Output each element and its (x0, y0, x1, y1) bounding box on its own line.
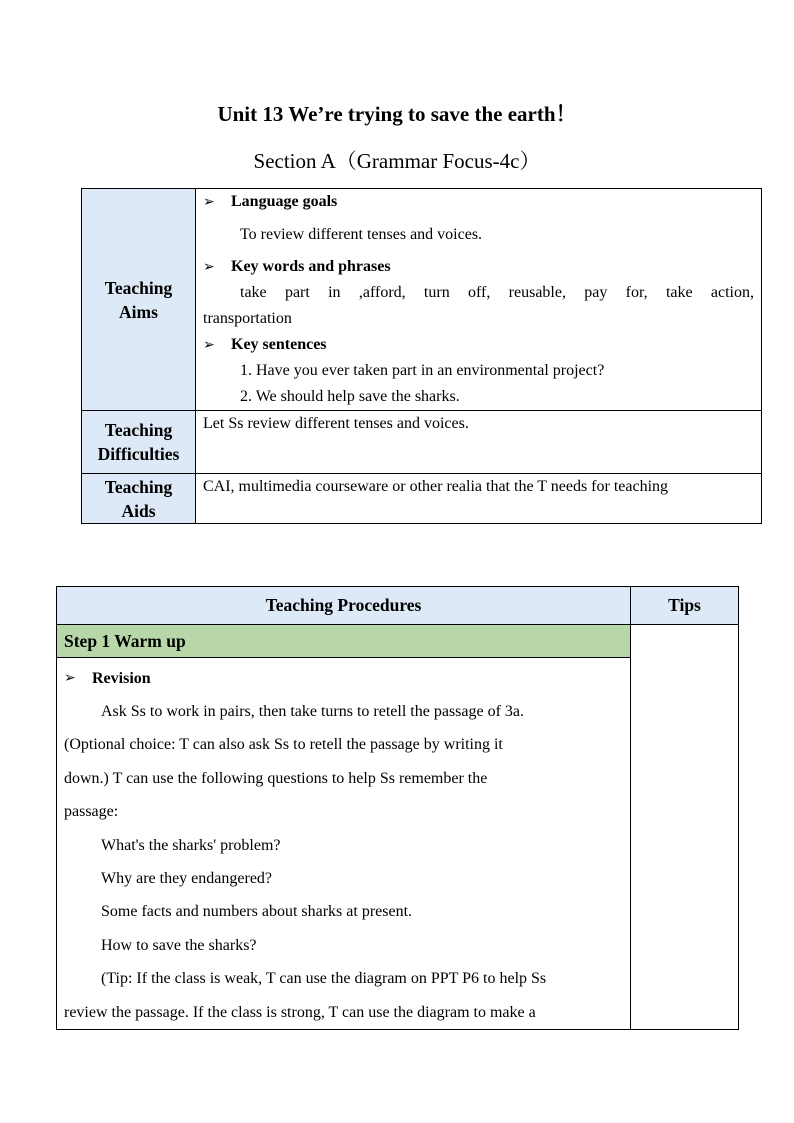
procedures-header: Teaching Procedures (57, 587, 631, 625)
label-line: Aims (119, 301, 158, 322)
language-goals-text: To review different tenses and voices. (240, 226, 483, 243)
teaching-procedures-table (56, 586, 739, 1030)
document-title: Unit 13 We’re trying to save the earth！ (217, 102, 577, 126)
aims-content (196, 189, 762, 411)
procedure-line: Some facts and numbers about sharks at present. (101, 903, 413, 921)
language-goals-heading (203, 189, 754, 215)
key-words-line: transportation (203, 310, 292, 327)
procedure-line: What's the sharks' problem? (101, 836, 281, 854)
aids-label (82, 474, 196, 524)
arrow-bullet-icon: ➢ (203, 194, 215, 210)
key-words-heading (203, 254, 754, 280)
tips-header: Tips (631, 587, 739, 625)
key-sentence: 2. We should help save the sharks. (240, 388, 460, 405)
heading-text: Revision (92, 669, 151, 687)
difficulties-label (82, 411, 196, 474)
label-line: Teaching (104, 420, 173, 440)
key-words-line: take part in ,afford, turn off, reusable, pay for, take action, (240, 284, 754, 301)
procedure-line: How to save the sharks? (101, 936, 257, 954)
difficulties-content (196, 411, 762, 474)
step-row (57, 625, 739, 658)
procedure-line: down.) T can use the following questions to help Ss remember the (64, 769, 488, 787)
key-sentence: 1. Have you ever taken part in an environmental project? (240, 362, 605, 379)
procedure-body (57, 658, 631, 1030)
heading-text: Key words and phrases (231, 258, 391, 275)
label-line: Teaching (104, 476, 173, 497)
arrow-bullet-icon: ➢ (64, 671, 76, 686)
procedure-line: passage: (64, 803, 119, 821)
procedures-header-row (57, 587, 739, 625)
aids-text: CAI, multimedia courseware or other realia that the T needs for teaching (203, 478, 669, 495)
procedure-line: Why are they endangered? (101, 869, 273, 887)
arrow-bullet-icon: ➢ (203, 259, 215, 275)
revision-heading (64, 662, 623, 695)
label-line: Teaching (104, 277, 173, 298)
aims-row (82, 189, 762, 411)
tips-cell (631, 625, 739, 1030)
procedure-line: (Tip: If the class is weak, T can use the diagram on PPT P6 to help Ss (101, 970, 547, 988)
procedure-line: review the passage. If the class is strong, T can use the diagram to make a (64, 1003, 536, 1021)
key-sentences-heading (203, 332, 754, 358)
step-title: Step 1 Warm up (57, 625, 631, 658)
teaching-aims-table (81, 188, 762, 524)
difficulties-row (82, 411, 762, 474)
difficulties-text: Let Ss review different tenses and voices. (203, 415, 469, 432)
arrow-bullet-icon: ➢ (203, 337, 215, 353)
aids-row (82, 474, 762, 524)
procedure-line: (Optional choice: T can also ask Ss to retell the passage by writing it (64, 736, 503, 754)
aids-content (196, 474, 762, 524)
heading-text: Language goals (231, 193, 338, 210)
aims-label (82, 189, 196, 411)
label-line: Difficulties (97, 444, 180, 464)
document-subtitle: Section A（Grammar Focus-4c） (253, 149, 541, 173)
label-line: Aids (121, 500, 156, 521)
heading-text: Key sentences (231, 336, 327, 353)
procedure-line: Ask Ss to work in pairs, then take turns to retell the passage of 3a. (101, 703, 525, 720)
